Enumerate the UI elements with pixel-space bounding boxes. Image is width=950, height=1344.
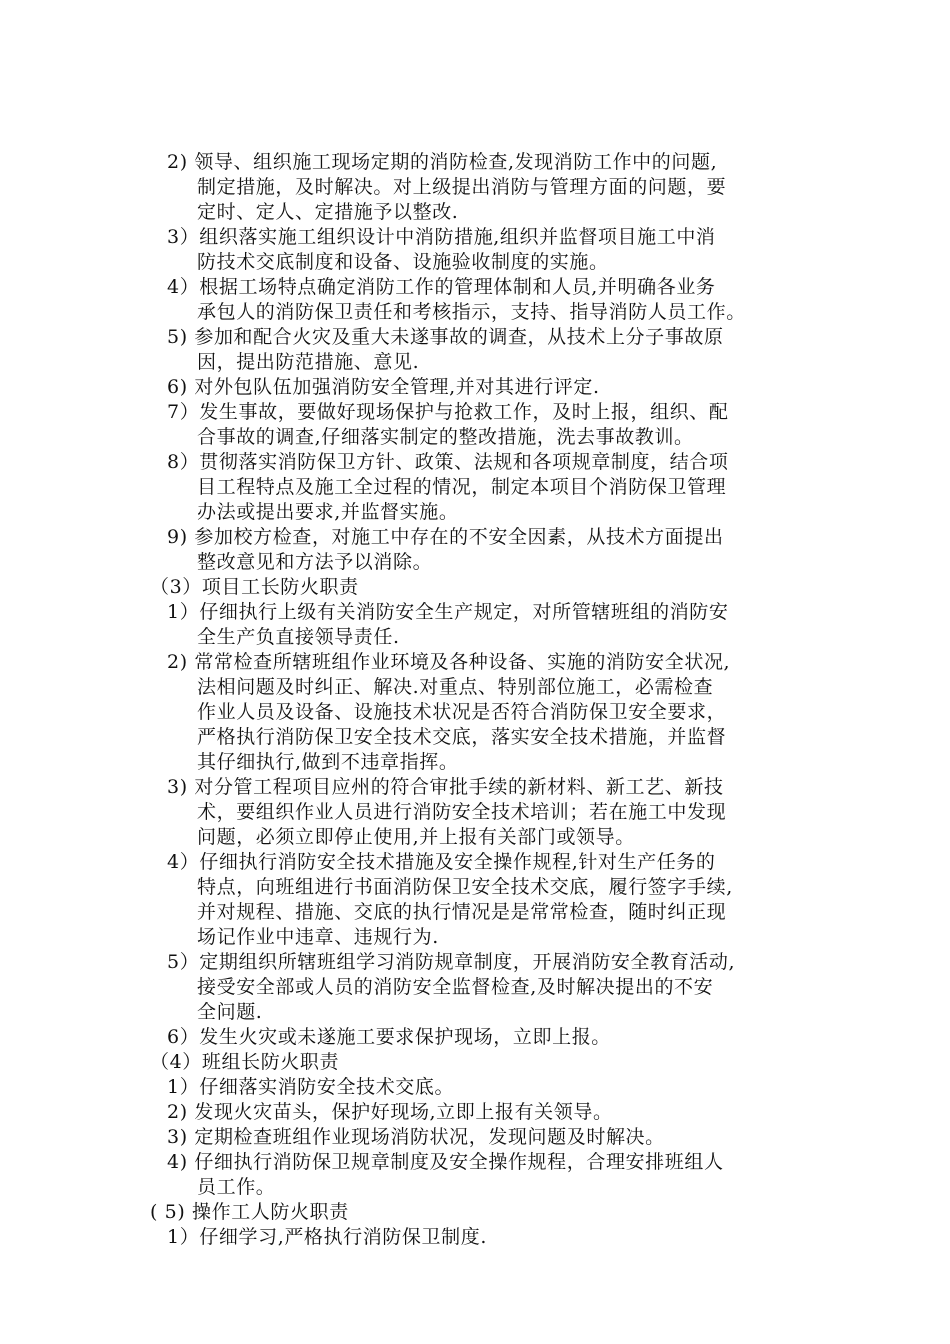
text-line: 全问题. <box>197 1001 263 1023</box>
text-line: 场记作业中违章、违规行为. <box>197 926 439 948</box>
text-line: 4）仔细执行消防安全技术措施及安全操作规程,针对生产任务的 <box>167 851 716 873</box>
text-line: 制定措施，及时解决。对上级提出消防与管理方面的问题，要 <box>197 176 727 198</box>
text-line: 1）仔细学习,严格执行消防保卫制度. <box>167 1226 487 1248</box>
text-line: 7）发生事故，要做好现场保护与抢救工作，及时上报，组织、配 <box>167 401 729 423</box>
text-line: 目工程特点及施工全过程的情况，制定本项目个消防保卫管理 <box>197 476 727 498</box>
text-line: 5) 参加和配合火灾及重大未遂事故的调查，从技术上分子事故原 <box>167 326 724 348</box>
text-line: 6）发生火灾或未遂施工要求保护现场，立即上报。 <box>167 1026 611 1048</box>
text-line: 1）仔细落实消防安全技术交底。 <box>167 1076 455 1098</box>
text-line: 作业人员及设备、设施技术状况是否符合消防保卫安全要求， <box>197 701 727 723</box>
text-line: 特点，向班组进行书面消防保卫安全技术交底，履行签字手续, <box>197 876 733 898</box>
text-line: 整改意见和方法予以消除。 <box>197 551 433 573</box>
text-line: 3）组织落实施工组织设计中消防措施,组织并监督项目施工中消 <box>167 226 716 248</box>
text-line: 8）贯彻落实消防保卫方针、政策、法规和各项规章制度，结合项 <box>167 451 729 473</box>
section-heading: ( 5) 操作工人防火职责 <box>150 1201 349 1223</box>
text-line: 3) 对分管工程项目应州的符合审批手续的新材料、新工艺、新技 <box>167 776 724 798</box>
text-line: 5）定期组织所辖班组学习消防规章制度，开展消防安全教育活动, <box>167 951 736 973</box>
text-line: 因，提出防范措施、意见. <box>197 351 420 373</box>
text-line: 9) 参加校方检查，对施工中存在的不安全因素，从技术方面提出 <box>167 526 724 548</box>
text-line: 6) 对外包队伍加强消防安全管理,并对其进行评定. <box>167 376 600 398</box>
section-heading: （3）项目工长防火职责 <box>150 576 359 598</box>
text-line: 4）根据工场特点确定消防工作的管理体制和人员,并明确各业务 <box>167 276 716 298</box>
text-line: 2) 发现火灾苗头，保护好现场,立即上报有关领导。 <box>167 1101 613 1123</box>
text-line: 严格执行消防保卫安全技术交底，落实安全技术措施，并监督 <box>197 726 727 748</box>
text-line: 1）仔细执行上级有关消防安全生产规定，对所管辖班组的消防安 <box>167 601 729 623</box>
text-line: 接受安全部或人员的消防安全监督检查,及时解决提出的不安 <box>197 976 714 998</box>
text-line: 4) 仔细执行消防保卫规章制度及安全操作规程，合理安排班组人 <box>167 1151 724 1173</box>
section-heading: （4）班组长防火职责 <box>150 1051 340 1073</box>
text-line: 术，要组织作业人员进行消防安全技术培训；若在施工中发现 <box>197 801 727 823</box>
text-line: 员工作。 <box>197 1176 276 1198</box>
text-line: 办法或提出要求,并监督实施。 <box>197 501 459 523</box>
text-line: 合事故的调查,仔细落实制定的整改措施，洗去事故教训。 <box>197 426 694 448</box>
text-line: 防技术交底制度和设备、设施验收制度的实施。 <box>197 251 609 273</box>
text-line: 2) 常常检查所辖班组作业环境及各种设备、实施的消防安全状况, <box>167 651 731 673</box>
text-line: 问题，必须立即停止使用,并上报有关部门或领导。 <box>197 826 635 848</box>
text-line: 2) 领导、组织施工现场定期的消防检查,发现消防工作中的问题, <box>167 151 718 173</box>
text-line: 并对规程、措施、交底的执行情况是是常常检查，随时纠正现 <box>197 901 727 923</box>
text-line: 定时、定人、定措施予以整改. <box>197 201 459 223</box>
text-line: 全生产负直接领导责任. <box>197 626 400 648</box>
text-line: 其仔细执行,做到不违章指挥。 <box>197 751 459 773</box>
text-line: 3) 定期检查班组作业现场消防状况，发现问题及时解决。 <box>167 1126 665 1148</box>
text-line: 法相问题及时纠正、解决.对重点、特别部位施工，必需检查 <box>197 676 714 698</box>
text-line: 承包人的消防保卫责任和考核指示，支持、指导消防人员工作。 <box>197 301 746 323</box>
